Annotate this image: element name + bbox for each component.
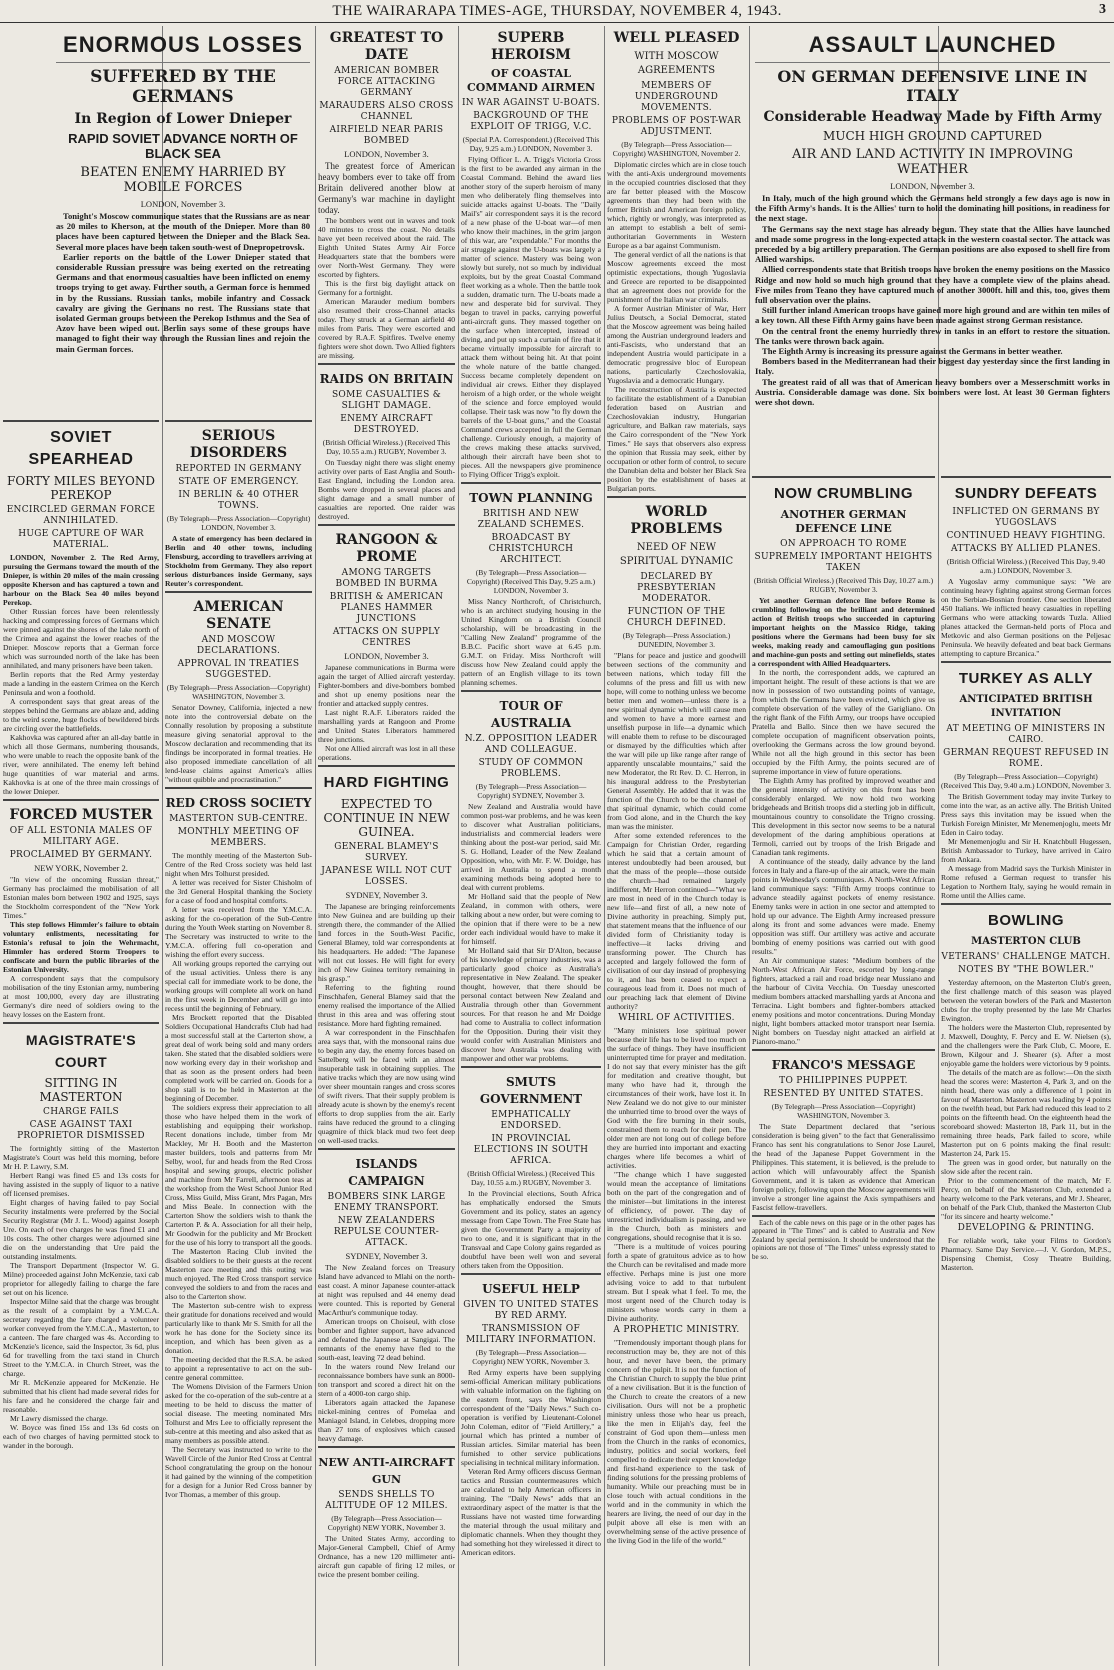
masthead <box>0 0 1114 23</box>
story-subhead: ANOTHER GERMAN DEFENCE LINE <box>780 508 907 535</box>
story-subhead: RESENTED BY UNITED STATES. <box>763 1089 924 1099</box>
story-subhead: TRANSMISSION OF MILITARY INFORMATION. <box>465 1324 597 1345</box>
story-title: SOVIET SPEARHEAD <box>28 429 134 468</box>
credit-line: (By Telegraph—Press Association—Copyright) WASHINGTON, November 2. <box>612 140 741 158</box>
story-subhead: EXPECTED TO CONTINUE IN NEW GUINEA. <box>323 797 450 839</box>
story-smuts-government <box>461 1066 601 1270</box>
paragraph: The Eighth Army has profited by improved weather and the general intensity of activity on this front has been considerably enlarged. We now hold two working bridgeheads and British troops did a sterling job in difficult, mountainous country to consolidate the Trigno crossing. This development in this sector now seems to be a natural development of the daring amphibious operations at Termoli, carried out by troops of the Irish Brigade and Canadian tank regiments. <box>752 776 935 857</box>
story-title: RANGOON & PROME <box>335 532 438 565</box>
story-subhead: CHARGE FAILS <box>43 1107 119 1117</box>
column-6 <box>749 476 938 1670</box>
paragraph: A continuance of the steady, daily advance by the land forces in Italy and a flare-up of the air attack, were the main points in Wednesday's communiques. A North-West African land communique says: "Fifth Army troops continue to advance steadily against pockets of enemy resistance. Enemy tanks were in action in one sector and attempted to hold up our advance. The Eighth Army increased pressure along its front and some advances were made. Enemy opposition was stiff. Our artillery was active and accurate bombing of enemy positions was carried out with good results." <box>752 857 935 956</box>
credit-line: (By Telegraph—Press Association—Copyright) SYDNEY, November 3. <box>475 782 587 800</box>
story-subhead: OF COASTAL COMMAND AIRMEN <box>466 67 596 94</box>
paragraph: Still further inland American troops have gained more high ground and are within ten miles of a key town. All these Fifth Army gains have been made against strong German resistance. <box>755 305 1110 326</box>
story-subhead: TO PHILIPPINES PUPPET. <box>779 1076 908 1086</box>
story-subhead: MARAUDERS ALSO CROSS CHANNEL <box>319 101 454 122</box>
story-world-problems <box>607 496 746 1545</box>
story-town-planning <box>461 482 601 687</box>
paragraph: The bombers went out in waves and took 40 minutes to cross the coast. No details have yet been received about the raid. The Eighth United States Army Air Force Headquarters state that the bombers were over North-West Germany. They were escorted by fighters. <box>318 216 455 279</box>
story-subhead: SUPREMELY IMPORTANT HEIGHTS TAKEN <box>754 552 933 573</box>
story-red-cross <box>165 787 312 1499</box>
dateline: LONDON, November 3. <box>344 149 429 159</box>
story-title: SERIOUS DISORDERS <box>189 428 288 461</box>
paragraph: The United States Army, according to Major-General Campbell, Chief of Army Ordnance, has a new 120 millimeter anti-aircraft gun capable of firing 12 miles, or twice the present bomber ceiling. <box>318 1534 455 1579</box>
story-title: NEW ANTI-AIRCRAFT GUN <box>318 1456 455 1486</box>
paragraph: A former Austrian Minister of War, Herr Julius Deutsch, a Social Democrat, stated that the Moscow agreement was being hailed among the Austrian underground leaders and anti-Fascists, who understand that an independent Austria would participate in a democratic progressive bloc of European nations, particularly Czechoslovakia, Yugoslavia and a democratic Hungary. <box>607 304 746 385</box>
paragraph: Diplomatic circles which are in close touch with the anti-Axis underground movements in the occupied countries disclosed that they are far better pleased with the Moscow agreements than they had been with the former British and American foreign policy, which, rightly or wrongly, was interpreted as an attempt to establish a belt of semi-authoritarian Governments in Western Europe as a bar against Communism. <box>607 160 746 250</box>
story-subhead: IN PROVINCIAL ELECTIONS IN SOUTH AFRICA. <box>473 1134 589 1166</box>
story-title: RAIDS ON BRITAIN <box>319 372 454 386</box>
paragraph: All working groups reported the carrying out of the usual activities. Unless there is any special call for immediate work to be done, the working groups will complete all work on hand in the first week in December and will go into recess until the beginning of February. <box>165 959 312 1013</box>
paragraph: After some extended references to the Campaign for Christian Order, regarding which he said that a certain amount of interest undoubtedly had been aroused, but that the mass of the people—those outside the church—had remained largely indifferent, Mr Herron continued—"What we are most in need of in the Church today is new life—and first of all, a new note of Divine authority in preaching. Simply put, that statement means that the influence of our divided form of Christianity today is ineffective—it lacks driving and transforming power. The Church has accepted and largely followed the form of civilisation of our day instead of prophesying to it, and has been ceased to expect a courageous lead from it. Does not much of our preaching lack that element of Divine authority? <box>607 831 746 1011</box>
story-subhead: NEW ZEALANDERS REPULSE COUNTER-ATTACK. <box>333 1216 440 1248</box>
section-subhead: WHIRL OF ACTIVITIES. <box>618 1013 735 1023</box>
dateline: NEW YORK, November 2. <box>34 863 128 873</box>
credit-line: (By Telegraph—Press Association—Copyright) (Received This Day, 9.40 a.m.) LONDON, November 3. <box>941 772 1111 790</box>
story-subhead: FORTY MILES BEYOND PEREKOP <box>7 474 155 502</box>
story-title: WORLD PROBLEMS <box>630 504 723 537</box>
story-title: USEFUL HELP <box>482 1282 580 1296</box>
story-subhead: GENERAL BLAMEY'S SURVEY. <box>334 842 439 863</box>
paragraph: The Eighth Army is increasing its pressure against the Germans in better weather. <box>762 346 1063 357</box>
column-4 <box>458 26 604 1670</box>
paragraph: The greatest raid of all was that of American heavy bombers over a Messerschmitt works in Austria. Considerable damage was done. Six bombers were lost. At least 30 German fighters were shot down. <box>755 376 1110 408</box>
story-subhead: AIRFIELD NEAR PARIS BOMBED <box>329 125 444 146</box>
paragraph: Allied correspondents state that British troops have broken the enemy positions on the Massico Ridge and now hold so much high ground that they have a complete view of the plains ahead. Five miles from Teano they have captured much of another 3000ft. hill and this, too, gives them full observation over the plains. <box>755 264 1110 306</box>
story-subhead: GERMAN REQUEST REFUSED IN ROME. <box>943 748 1109 769</box>
story-subhead: AMONG TARGETS BOMBED IN BURMA <box>335 568 438 589</box>
paragraph: The Secretary was instructed to write to the Wavell Circle of the Junior Red Cross at Central School congratulating the group on the honour it had gained by the winning of the competition for a design for a Junior Red Cross banner by Ivor Thomas, a member of this group. <box>165 1445 313 1499</box>
paragraph: "In view of the oncoming Russian threat," Germany has proclaimed the mobilisation of all Estonian males born between 1902 and 1925, says the Stockholm correspondent of the "New York Times." <box>3 875 159 920</box>
credit-line: (British Official Wireless.) (Received This Day, 10.55 a.m.) RUGBY, November 3. <box>467 1169 595 1187</box>
divider <box>56 62 310 63</box>
paragraph: Red Army experts have been supplying semi-official American military publications with valuable information on the fighting on the eastern front, says the Washington correspondent of the "Daily News." Such co-operation is verified by Lieutenant-Colonel John Coleman, editor of "Field Artillery," a journal which has printed a number of Russian articles. Similar material has been furnished to other service publications specialising in technical military information. <box>461 1368 601 1467</box>
story-title: SUPERB HEROISM <box>491 30 571 63</box>
story-subhead: APPROVAL IN TREATIES SUGGESTED. <box>177 659 300 680</box>
story-title: FRANCO'S MESSAGE <box>771 1058 916 1072</box>
paragraph: Mr Holland said that Sir D'Alton, because of his knowledge of primary industries, was a particularly good choice as Australia's representative in New Zealand. The speaker thought, however, that there should be personal contact between New Zealand and Australia through other than Government sources. For that reason he and Mr Doidge had come to Australia to collect information for the Opposition. During their visit they would confer with Australian Ministers and discover how Australia was dealing with manpower and other war problems. <box>461 946 601 1063</box>
paragraph: Not one Allied aircraft was lost in all these operations. <box>318 744 455 762</box>
dateline: LONDON, November 3. <box>344 651 429 661</box>
story-subhead: BACKGROUND OF THE EXPLOIT OF TRIGG, V.C. <box>470 111 592 132</box>
story-subhead: BRITISH AND NEW ZEALAND SCHEMES. <box>477 509 585 530</box>
paragraph: For reliable work, take your Films to Gordon's Pharmacy. Same Day Service.—J. V. Gordon, M.P.S., Dispensing Chemist, Cosy Theatre Building, Masterton. <box>941 1236 1111 1272</box>
credit-line: (By Telegraph—Press Association.) DUNEDIN, November 3. <box>622 631 731 649</box>
story-subhead: CONTINUED HEAVY FIGHTING. <box>946 531 1106 541</box>
credit-line: (By Telegraph—Press Association—Copyright) LONDON, November 3. <box>166 514 311 532</box>
paragraph: Yesterday afternoon, on the Masterton Club's green, the first challenge match of this season was played between the veteran bowlers of the Park and Masterton clubs for the trophy presented by the late Mr Charles Ewington. <box>941 978 1111 1023</box>
paragraph: "Tremendously important though plans for reconstruction may be, they are not of this hour, and never have been, the primary concern of the pulpit. It is not the function of the Christian Church to supply the blue print of a new civilisation. But it is the function of the Church to create the creators of a new civilisation. Ours will not be a prophetic ministry unless those who hear us preach, like the men in Elijah's day, feel the constraint of God upon them—unless men from the Church in the ranks of economics, industry, politics and social workers, feel compelled to dedicate their expert knowledge and first-hand experience to the task of finding solutions for the pressing problems of humanity. While our preaching must be in close touch with actual conditions in the world and in the community in which the hearers are living, the need of our day in the pulpit above all else is men with an overwhelming sense of the active presence of the living God in the life of the world." <box>607 1338 746 1545</box>
paragraph: Last night R.A.F. Liberators raided the marshalling yards at Rangoon and Prome and United States Liberators hammered three junctions. <box>318 708 455 744</box>
story-subhead: MONTHLY MEETING OF MEMBERS. <box>177 827 300 848</box>
story-title: TOWN PLANNING <box>469 491 593 505</box>
story-title: ISLANDS CAMPAIGN <box>348 1157 425 1188</box>
paragraph: The details of the match are as follow:—On the sixth head the scores were: Masterton 4, Park 3, and on the ninth head, there was only a difference of 1 point in favour of Masterton. Masterton was leading by 4 points on the twelfth head, but Park had reduced this lead to 2 points on the fifteenth head. On the eighteenth head the scoreboard showed: Masterton 18, Park 11, but in the remaining three heads, Park failed to score, while Masterton put on 6 points making the final result: Masterton 24, Park 15. <box>941 1068 1111 1158</box>
paragraph: Mr Menemenjoglu and Sir H. Knatchbull Hugessen, British Ambassador to Turkey, have arrived in Cairo from Ankara. <box>941 837 1111 864</box>
story-title: MAGISTRATE'S COURT <box>25 1032 137 1070</box>
paragraph: Mr R. McKenzie appeared for McKenzie. He submitted that his client had made several rides for his fare and he considered the charge fair and reasonable. <box>3 1378 159 1414</box>
credit-line: (By Telegraph—Press Association—Copyright) NEW YORK, November 3. <box>472 1348 590 1366</box>
story-rangoon-prome <box>318 524 455 762</box>
story-greatest-to-date <box>318 30 455 360</box>
subheadline: Considerable Headway Made by Fifth Army <box>763 109 1102 125</box>
story-subhead: JAPANESE WILL NOT CUT LOSSES. <box>321 866 452 887</box>
paragraph: A letter was received from the Y.M.C.A. asking for the co-operation of the Sub-Centre during the Youth Week starting on November 8. The Secretary was instructed to write to the Y.M.C.A. offering full co-operation and wishing the effort every success. <box>165 905 312 959</box>
story-islands-campaign <box>318 1148 455 1443</box>
paragraph: Senator Downey, California, injected a new note into the controversial debate on the Connally resolution by proposing a substitute measure giving senatorial approval to the Moscow declaration and recommending that its findings be incorporated in formal treaties. He also proposed immediate cancellation of all lend-lease claims against America's allies "without quibble and procrastination." <box>165 703 312 784</box>
story-subhead: SENDS SHELLS TO ALTITUDE OF 12 MILES. <box>325 1490 448 1511</box>
story-subhead: ENEMY AIRCRAFT DESTROYED. <box>340 414 433 435</box>
story-subhead: PROBLEMS OF POST-WAR ADJUSTMENT. <box>611 116 742 137</box>
paragraph: Berlin reports that the Red Army yesterday made a landing in the eastern Crimea on the Kerch Peninsula and won a foothold. <box>3 670 159 697</box>
headline: ASSAULT LAUNCHED <box>808 32 1057 57</box>
paragraph: A state of emergency has been declared in Berlin and 40 other towns, including Flensburg, according to travellers arriving at Stockholm from Germany. They also report serious disturbances inside Germany, says Reuter's correspondent. <box>165 534 312 588</box>
paragraph: A correspondent says that great areas of the steppes behind the Germans are ablaze and, adding to the weird scene, huge flocks of bewildered birds are circling over the battlefields. <box>3 697 159 733</box>
paragraph: This step follows Himmler's failure to obtain voluntary enlistments, necessitating for Estonia's refusal to join the Wehrmacht, Himmler has ordered Storm Troopers to confiscate and burn the public libraries of the Estonian University. <box>3 920 159 974</box>
paragraph: American troops on Choiseul, with close bomber and fighter support, have advanced and defeated the Japanese at Sangigai. The remnants of the enemy have fled to the south-east, leaving 72 dead behind. <box>318 1317 455 1362</box>
story-title: WELL PLEASED <box>613 30 740 46</box>
story-title: SUNDRY DEFEATS <box>954 485 1098 502</box>
story-subhead: STATE OF EMERGENCY. <box>178 477 299 487</box>
story-subhead: MASTERTON SUB-CENTRE. <box>169 814 308 824</box>
paragraph: Mr Lawry dismissed the charge. <box>10 1414 108 1423</box>
story-subhead: ANTICIPATED BRITISH INVITATION <box>959 694 1093 719</box>
credit-line: (British Official Wireless.) (Received This Day, 10.55 a.m.) RUGBY, November 3. <box>322 438 451 456</box>
paragraph: Inspector Milne said that the charge was brought as the result of a complaint by a Y.M.C.A. secretary regarding the fare charged a volunteer worker conveyed from the Y.M.C.A., Masterton, to a canteen. The fare charged was 4s. According to McKenzie's licence, said the Inspector, 3s 6d, plus 6d for travelling from the taxi stand in Church Street to the Y.M.C.A. in Church Street, was the charge. <box>3 1297 159 1378</box>
paragraph: In the waters round New Ireland our reconnaissance bombers have sunk an 8000-ton transport and scored a direct hit on the stern of a 4000-ton cargo ship. <box>318 1362 455 1398</box>
story-subhead: ENCIRCLED GERMAN FORCE ANNIHILATED. <box>6 505 156 526</box>
paragraph: "Many ministers lose spiritual power because their life has to be lived too much on the surface of things. They have insufficient uninterrupted time for prayer and meditation. I do not say that every minister has the gift for meditation and creative thought, but many who have had it, through the circumstances of their work, have lost it. In New Zealand we do not give to our minister the unhurried time to brood over the ways of God with the fire burning in their souls, constrained them to reach for their pen. The older men are not long out of college before they are hurried into important and exacting charges where life becomes a whirl of activities. <box>607 1026 746 1170</box>
story-subhead: STUDY OF COMMON PROBLEMS. <box>478 758 584 779</box>
paragraph: LONDON, November 2. The Red Army, pursuing the Germans toward the mouth of the Dnieper, is within 20 miles of the main crossing opposite Kherson and has captured a town and harbour on the Black Sea 40 miles beyond Perekop. <box>3 553 159 607</box>
paragraph: The Germans say the next stage has already begun. They state that the Allies have launched and made some progress in the long-expected attack in the western coastal sector. The attack was preceded by a big artillery preparation. The German positions are also exposed to shell fire from Allied warships. <box>755 223 1110 265</box>
story-useful-help <box>461 1273 601 1557</box>
paragraph: Herbert Rangi was fined £5 and 13s costs for having assisted in the supply of liquor to a native off licensed premises. <box>3 1171 159 1198</box>
story-subhead: IN BERLIN & 40 OTHER TOWNS. <box>178 490 299 511</box>
story-now-crumbling <box>752 476 935 1046</box>
paragraph: "Plans for peace and justice and goodwill between sections of the community and between nations, which today fill the columns of the press and fill us with new hope, will come to nothing unless we become better men and women—unless there is a new spiritual dynamic which will cause men and women to have a more earnest and unselfish purpose in life—a dynamic which will enable them to refuse to be discouraged or dismayed by the difficulties which after the war will pile up like range after range of apparently unscalable mountains," said the new Moderator, the Rt Rev. D. C. Herron, in his inaugural address to the Presbyterian General Assembly. He added that it was the function of the Church to be the channel of that spiritual dynamic, which could come from God alone, and in the Church the key man was the minister. <box>607 651 746 831</box>
story-turkey-as-ally <box>941 661 1111 900</box>
subheadline: BEATEN ENEMY HARRIED BY MOBILE FORCES <box>80 165 286 195</box>
credit-line: (British Official Wireless.) (Received This Day, 9.40 a.m.) LONDON, November 3. <box>946 557 1106 575</box>
dateline: SYDNEY, November 3. <box>345 890 428 900</box>
credit-line: (By Telegraph—Press Association—Copyright) WASHINGTON, November 3. <box>771 1102 916 1120</box>
paragraph: Bombers based in the Mediterranean had their biggest day yesterday since the first landing in Italy. <box>755 356 1110 377</box>
credit-line: (Special P.A. Correspondent.) (Received This Day, 9.25 a.m.) LONDON, November 3. <box>462 135 600 153</box>
paragraph: A message from Madrid says the Turkish Minister in Rome refused a German request to transfer his Legation to Northern Italy, saying he would remain in Rome until the Allies came. <box>941 864 1111 900</box>
story-subhead: SOME CASUALTIES & SLIGHT DAMAGE. <box>331 390 442 411</box>
paragraph: The British Government today may invite Turkey to come into the war, as an active ally. The British United Press says this invitation may be issued when the Turkish Foreign Minister, Mr Menemenjoglu, meets Mr Eden in Cairo today. <box>941 792 1111 837</box>
paragraph: W. Boyce was fined 15s and 13s 6d costs on each of two charges of having permitted stock to wander in the borough. <box>3 1423 159 1450</box>
story-subhead: EMPHATICALLY ENDORSED. <box>491 1110 571 1131</box>
paragraph: Kakhovka was captured after an all-day battle in which all those Germans, numbering thousands, who were unable to reach the opposite bank of the river, were annihilated. The enemy left behind huge quantities of war material and arms. Kakhovka is at one of the three main crossings of the lower Dnieper. <box>3 733 159 796</box>
column-1 <box>0 420 162 1670</box>
paragraph: In the north, the correspondent adds, we captured an important height. The result of these actions is that we are now in possession of two outstanding points of vantage, from which the Germans have been evicted, which give us complete observation of the valley of the Garigliano. On the right flank of the Fifth Army, our troops have occupied Pratella and Ballo. Since then we have secured the complete occupation of magnificent observation points, overlooking the Germans across the low ground beyond. While not all the high ground in this sector has been occupied by the Fifth Army, the points secured are of supreme importance in view of future operations. <box>752 668 935 776</box>
column-3 <box>315 26 458 1670</box>
column-2 <box>162 420 315 1670</box>
paragraph: The holders were the Masterton Club, represented by J. Maxwell, Doughty, F. Percy and E. W. Nielsen (s), and the challengers were the Park Club, C. Moore, E. Brown, Kilgour and J. Shearer (s). After a most enjoyable game the holders were victorious by 9 points. <box>941 1023 1111 1068</box>
paragraph: The New Zealand forces on Treasury Island have advanced to Mlahi on the north-east coast. A minor Japanese counter-attack at night was repulsed and 44 enemy dead were counted. This is reported by General MacArthur's communique today. <box>318 1263 455 1317</box>
story-bowling <box>941 903 1111 1272</box>
story-subhead: DECLARED BY PRESBYTERIAN MODERATOR. <box>637 572 716 604</box>
paragraph: Tonight's Moscow communique states that the Russians are as near as 20 miles to Kherson, at the mouth of the Dnieper. More than 80 places have been captured between the Dnieper and the Black Sea. Several more places have been taken south-west of Dnepropetrovsk. <box>56 211 310 252</box>
masthead-title: THE WAIRARAPA TIMES-AGE, THURSDAY, NOVEMBER 4, 1943. <box>332 3 782 19</box>
page-number: 3 <box>1099 2 1106 17</box>
story-subhead: HUGE CAPTURE OF WAR MATERIAL. <box>18 529 144 550</box>
story-subhead: FUNCTION OF THE CHURCH DEFINED. <box>627 607 726 628</box>
story-title: AMERICAN SENATE <box>193 599 284 632</box>
paragraph: Veteran Red Army officers discuss German tactics and Russian countermeasures which are calculated to help American officers in training. The "Daily News" adds that an extraordinary aspect of the matter is that the Russians have not wasted time forwarding the material through the usual military and diplomatic channels. When they thought they had something hot they wirelessed it direct to American editors. <box>461 1467 601 1557</box>
headline: ENORMOUS LOSSES <box>63 32 303 57</box>
story-magistrates-court <box>3 1022 159 1450</box>
paragraph: Mrs Brockett reported that the Disabled Soldiers Occupational Handcrafts Club had had a most successful stall at the Carterton show, a great deal of work being sold and many orders taken. She stated that the disabled soldiers were now working every day in their workshop and that as soon as the present orders had been completed work will be carried on. Goods for a shop stall is to be held in Masterton at the beginning of December. <box>165 1013 312 1103</box>
story-subhead: VETERANS' CHALLENGE MATCH. <box>941 952 1111 962</box>
paragraph: The Masterton Racing Club invited the disabled soldiers to be their guests at the recent Masterton race meeting and this outing was much enjoyed. The Red Cross transport service conveyed the soldiers to and from the races and also to the Carterton show. <box>165 1247 312 1301</box>
story-soviet-spearhead <box>3 420 159 796</box>
story-subhead: MEMBERS OF UNDERGROUND MOVEMENTS. <box>634 81 719 113</box>
cable-note <box>752 1215 935 1261</box>
credit-line: (By Telegraph—Press Association—Copyright) (Received This Day, 9.25 a.m.) LONDON, November 3. <box>466 568 596 595</box>
dateline: LONDON, November 3. <box>890 181 975 191</box>
paragraph: A letter was received for Sister Chisholm of the 3rd General Hospital thanking the Society for a case of food and hospital comforts. <box>165 878 312 905</box>
paragraph: The greatest force of American heavy bombers ever to take off from Britain delivered another blow at Germany's war machine in daylight today. <box>318 161 455 215</box>
section-subhead: A PROPHETIC MINISTRY. <box>613 1325 740 1335</box>
story-subhead: PROCLAIMED BY GERMANY. <box>9 850 153 860</box>
story-subhead: OF ALL ESTONIA MALES OF MILITARY AGE. <box>9 826 153 847</box>
story-title: GREATEST TO DATE <box>329 30 444 63</box>
paragraph: This is the first big daylight attack on Germany for a fortnight. <box>318 279 455 297</box>
paragraph: "The change which I have suggested would mean the acceptance of limitations both on the part of the congregation and of the minister—but limitations in the interest of efficiency, of power. The day of unrestricted individualism is passing, and we in the Church, both as ministers and congregations, should recognise that it is so. <box>607 1170 746 1242</box>
paragraph: Mr Holland said that the people of New Zealand, in common with others, were talking about a new order, but were coming to the opinion that if there were to be a new order each individual would have to make it for himself. <box>461 892 601 946</box>
note-text: Each of the cable news on this page or in the other pages has appeared in "The Times" and is cabled to Australia and New Zealand by special permission. It should be understood that the opinions are not those of "The Times" unless expressly stated to be so. <box>752 1219 935 1261</box>
story-forced-muster <box>3 799 159 1019</box>
paragraph: "There is a multitude of voices pouring forth a spate of gratuitous advice as to how the Church can be revitalised and made more effective. Perhaps mine is just one more advising voice to add to that turbulent stream. But I speak what I feel. To me, the most urgent need of the Church today is ministers whose words carry in them a Divine authority. <box>607 1242 746 1323</box>
paragraph: The Masterton sub-centre wish to express their gratitude for donations received and would particularly like to thank Mr S. Smith for all the work he has done for the Society since its inception, and which has been given as a donation. <box>165 1301 312 1355</box>
divider <box>755 62 1110 63</box>
paragraph: The Transport Department (Inspector W. G. Milne) proceeded against John McKenzie, taxi cab proprietor for allegedly failing to charge the fare set out on his licence. <box>3 1261 159 1297</box>
story-subhead: N.Z. OPPOSITION LEADER AND COLLEAGUE. <box>464 734 598 755</box>
story-subhead: BROADCAST BY CHRISTCHURCH ARCHITECT. <box>488 533 574 565</box>
story-subhead: NEED OF NEW SPIRITUAL DYNAMIC <box>619 542 734 567</box>
story-tour-of-australia <box>461 690 601 1063</box>
credit-line: (By Telegraph—Press Association—Copyright) WASHINGTON, November 3. <box>166 683 311 701</box>
paragraph: American Marauder medium bombers also resumed their cross-Channel attacks today. They struck at a German airfield 40 miles from Paris. They were escorted and covered by R.A.F. Spitfires. Twelve enemy fighters were shot down. Two Allied fighters are missing. <box>318 297 455 360</box>
story-subhead: NOTES BY "THE BOWLER." <box>958 965 1094 975</box>
lead-story-assault-launched <box>751 26 1114 476</box>
subheadline: ON GERMAN DEFENSIVE LINE IN ITALY <box>777 67 1088 105</box>
story-sundry-defeats <box>941 476 1111 658</box>
paragraph: Miss Nancy Northcroft, of Christchurch, who is an architect studying housing in the United Kingdom on a British Council scholarship, will be broadcasting in the "Calling New Zealand" programme of the B.B.C. Pacific short wave at 6.45 p.m. G.M.T. on Friday. Miss Northcroft will discuss how New Zealand could apply the pattern of an English village to its town planning schemes. <box>461 597 601 687</box>
paragraph: The Womens Division of the Farmers Union asked for the co-operation of the sub-centre at a meeting to be held to discuss the matter of social disease. The meeting nominated Mrs Tolhurst and Mrs Lee to officially represent the sub-centre at this meeting and also asked that as many members as possible attend. <box>165 1382 312 1445</box>
story-anti-aircraft-gun <box>318 1446 455 1579</box>
credit-line: (British Official Wireless.) (Received This Day, 10.27 a.m.) RUGBY, November 3. <box>753 576 934 594</box>
paragraph: An Air communique states: "Medium bombers of the North-West African Air Force, escorted by long-range fighters, attacked a rail and road bridge near Mussiano and the harbour of Civita Vecchia. On Tuesday unescorted medium bombers attacked marshalling yards at Ancona and Terracina. Light bombers and fighter-bombers attacked enemy positions and motor concentrations. During Monday night, light bombers attacked motor transport near Isernia. Night bombers on Tuesday night attacked an airfield at Pianoro-mano." <box>752 956 935 1046</box>
paragraph: On the central front the enemy hurriedly threw in tanks in an effort to restore the situation. The tanks were thrown back again. <box>755 325 1110 346</box>
subheadline: In Region of Lower Dnieper <box>74 111 292 127</box>
story-subhead: REPORTED IN GERMANY <box>175 464 302 474</box>
story-francos-message <box>752 1049 935 1212</box>
paragraph: Other Russian forces have been relentlessly hacking and compressing forces of Germans which were pinned against the shores of the lake north of the Crimea and against the lower reaches of the Dnieper. Moscow reports that a German force which was surrounded north of the lake has been annihilated, and many prisoners have been taken. <box>3 607 159 670</box>
paragraph: Liberators again attacked the Japanese nickel-mining centres of Pomelaa and Maniagol Island, in Celebes, dropping more than 27 tons of explosives which caused heavy damage. <box>318 1398 455 1443</box>
dateline: SYDNEY, November 3. <box>345 1251 428 1261</box>
story-subhead: IN WAR AGAINST U-BOATS. <box>461 98 601 108</box>
paragraph: In Italy, much of the high ground which the Germans held strongly a few days ago is now in the Fifth Army's hands. It is the Allies' turn to hold the dominating hill positions, in readiness for the next stage. <box>755 193 1110 224</box>
paragraph: Flying Officer L. A. Trigg's Victoria Cross is the first to be awarded any airman in the Coastal Command. Behind the award lies another story of the superb heroism of many men who deliberately fling themselves into suicide attacks against U-boats. The "Daily Mail's" air correspondent says it is the record of a new phase of the U-boat war—of men who know their machines, in the grim jargon of this war, are "expendable." For months the air struggle against the U-boats was largely a matter of science. Mastery was being won slowly but surely, not so much by individual exploits, but by the great Coastal Command fleet working as a whole. Then the battle took a sudden, dramatic turn. The U-boats made a new and desperate bid for survival. They began to travel in packs, carrying powerful anti-aircraft guns. They massed together on the surface when intercepted, instead of diving, and put up such a curtain of fire that it became virtually impossible for aircraft to attack them without being hit. At that point the whole nature of the battle changed. Success became completely dependent on individual air crews. Either they displayed heroism of a high order, or the whole weight of the science and force employed would collapse. Their task was now "to fly down the barrels of the U-boat guns," and the Coastal Command crews accepted in full the German challenge. Curiously enough, a majority of the crews making these attacks survived, although their aircraft have been shot to pieces. All the newspapers give prominence to Flying Officer Trigg's exploit. <box>461 155 601 479</box>
paragraph: In the Provincial elections, South Africa has emphatically endorsed the Smuts Government and its policy, states an agency message from Cape Town. The Free State has given the Government Party a majority of two to one, and it is significant that in the Transvaal and Cape Colony gains regarded as doubtful have been well won and several others taken from the Opposition. <box>461 1189 601 1270</box>
story-title: RED CROSS SOCIETY <box>165 796 312 810</box>
paragraph: Earlier reports on the battle of the Lower Dnieper stated that considerable Russian pressure was being exerted on the retreating Germans and that enormous casualties have been inflicted on enemy troops trying to get away. Further south, a German force is hemmed in by the Russians. Russian tanks, mobile infantry and Cossack cavalry are giving the Germans no rest. The Russians state that isolated German groups between the Perekop Isthmus and the Sea of Azov have been wiped out. Berlin says some of these groups have managed to fight their way through the Russian lines and rejoin the main German forces. <box>56 251 310 354</box>
story-title: BOWLING <box>988 912 1064 929</box>
story-serious-disorders <box>165 420 312 588</box>
paragraph: Prior to the commencement of the match, Mr F. Percy, on behalf of the Masterton Club, extended a hearty welcome to the Park veterans, and Mr J. Shearer, on behalf of the Park Club, thanked the Masterton Club "for its sincere and hearty welcome." <box>941 1176 1111 1221</box>
story-subhead: CASE AGAINST TAXI PROPRIETOR DISMISSED <box>17 1120 145 1141</box>
paragraph: A correspondent says that the compulsory mobilisation of the tiny Estonian army, numbering at most 100,000, every day are illustrating Germany's dire need of soldiers owing to the heavy losses on the Eastern front. <box>3 974 159 1019</box>
paragraph: The fortnightly sitting of the Masterton Magistrate's Court was held this morning, before Mr H. P. Lawry, S.M. <box>3 1144 159 1171</box>
story-subhead: ON APPROACH TO ROME <box>780 539 907 549</box>
column-7 <box>938 476 1114 1670</box>
paragraph: On Tuesday night there was slight enemy activity over parts of East Anglia and South-East England, including the London area. Bombs were dropped in several places and slight damage and a small number of casualties are reported. One raider was destroyed. <box>318 458 455 521</box>
dateline: LONDON, November 3. <box>140 199 226 209</box>
story-american-senate <box>165 591 312 784</box>
paragraph: Referring to the fighting round Finschhafen, General Blamey said that the enemy realised the importance of the Allied thrust in this area and was offering stout resistance. More hard fighting remained. <box>318 983 455 1028</box>
story-title: HARD FIGHTING <box>323 774 450 791</box>
paragraph: Japanese communications in Burma were again the target of Allied aircraft yesterday. Fighter-bombers and dive-bombers bombed and shot up enemy positions near the frontier and attacked supply centres. <box>318 663 455 708</box>
paragraph: The green was in good order, but naturally on the slow side after the recent rain. <box>941 1158 1111 1176</box>
story-subhead: MASTERTON CLUB <box>971 936 1081 947</box>
story-hard-fighting <box>318 765 455 1145</box>
story-title: FORCED MUSTER <box>9 807 153 823</box>
story-well-pleased <box>607 30 746 493</box>
paragraph: Eight charges of having failed to pay Social Security instalments were preferred by the Social Security Registrar (Mr J. L. Wood) against Joseph Ure. On each of two charges he was fined £1 and 10s costs. The other charges were adjourned sine die on the understanding that Ure paid the outstanding instalments. <box>3 1198 159 1261</box>
subheadline: AIR AND LAND ACTIVITY IN IMPROVING WEATHER <box>791 147 1074 177</box>
credit-line: (By Telegraph—Press Association—Copyright) NEW YORK, November 3. <box>327 1514 446 1532</box>
paragraph: The monthly meeting of the Masterton Sub-Centre of the Red Cross society was held last night when Mrs Tolhurst presided. <box>165 851 312 878</box>
paragraph: The State Department declared that "serious consideration is being given" to the fact that Generalissimo Franco has sent his congratulations to Senor Jose Laurel, the head of the Japanese Puppet Government in the Philippines. This statement, it is believed, is the prelude to action which will unfavourably affect the Spanish Government, and it is taken as evidence that American foreign policy, following upon the Moscow agreements will involve a stronger line against the Axis sympathisers and Fascist fellow-travellers. <box>752 1122 935 1212</box>
story-subhead: AMERICAN BOMBER FORCE ATTACKING GERMANY <box>334 66 439 98</box>
paragraph: The Japanese are bringing reinforcements into New Guinea and are building up their strength there, the commander of the Allied land forces in the South-West Pacific, General Blamey, told war correspondents at his headquarters. He added: "The Japanese will not cut losses. He will fight for every inch of New Guinea territory remaining in his grasp." <box>318 902 455 983</box>
paragraph: The meeting decided that the R.S.A. be asked to appoint a representative to act on the sub-centre general committee. <box>165 1355 312 1382</box>
story-title: SMUTS GOVERNMENT <box>479 1075 583 1106</box>
story-title: TURKEY AS ALLY <box>958 670 1094 687</box>
lead-story-enormous-losses <box>52 26 314 426</box>
story-subhead: BOMBERS SINK LARGE ENEMY TRANSPORT. <box>327 1192 446 1213</box>
paragraph: The general verdict of all the nations is that Moscow agreements exceed the most optimistic expectations, though Yugoslavia and Greece are reported to be disappointed that an agreement does not provide for the punishment of the Italian war criminals. <box>607 250 747 304</box>
story-subhead: WITH MOSCOW AGREEMENTS <box>634 51 719 76</box>
story-subhead: AND MOSCOW DECLARATIONS. <box>196 635 281 656</box>
paragraph: The reconstruction of Austria is expected to facilitate the establishment of a Danubian federation based on Austrian and Czechoslovakian industry, Hungarian agriculture, and Balkan raw materials, says the Cairo correspondent of the "New York Times." He says that observers also express the opinion that Russia may seek, either by occupation or other form of control, to secure the Danubian delta and bolster her Black Sea position by the establishment of bases at Bulgarian ports. <box>607 385 746 493</box>
paragraph: New Zealand and Australia would have common post-war problems, and he was keen to discover what Australian politicians, industrialists and commercial leaders were thinking about the post-war period, said Mr. S. G. Holland, Leader of the New Zealand Opposition, who, with Mr. F. W. Doidge, has arrived in Australia to spend a month examining methods being adopted here to deal with current problems. <box>461 802 601 892</box>
story-title: NOW CRUMBLING <box>774 485 913 502</box>
story-raids-on-britain <box>318 363 455 521</box>
story-title: TOUR OF AUSTRALIA <box>490 699 571 730</box>
subheadline: RAPID SOVIET ADVANCE NORTH OF BLACK SEA <box>68 131 298 161</box>
paragraph: The soldiers express their appreciation to all those who have helped them in the work of establishing and equipping their workshop. Recent donations include, timber from Mr Mackley, Mr H. Booth and the Masterton master builders, tools and patterns from Mr Selby, wool, fur and heads from the Red Cross hospital and sewing groups, electric polisher and machine from Mr Farrell, afternoon teas at the workshop from the West School Junior Red Cross, Miss Guild, Miss Grant, Mrs Pagan, Mrs and Miss Beale. In connection with the Carterton Show the soldiers wish to thank the Carterton P. & A. Association for all their help, Mr Goodwin for the publicity and Mr Brockett for the use of his lorry to transport all the goods. <box>165 1103 312 1247</box>
story-subhead: ATTACKS ON SUPPLY CENTRES <box>332 627 441 648</box>
paragraph: A war correspondent in the Finschhafen area says that, with the monsoonal rains due to begin any day, the enemy forces based on Sattelberg will be faced with an almost insuperable task in obtaining supplies. The native tracks which they are now using wind over sheer mountain ranges and cross scores of swift rivers. That their supply problem is already acute is shown by the enemy's recent efforts to drop supplies from the air. Early rains have reduced the ground to a clinging quagmire of thick black mud two feet deep on well-used tracks. <box>318 1028 455 1145</box>
section-subhead: DEVELOPING & PRINTING. <box>957 1223 1095 1233</box>
story-subhead: ATTACKS BY ALLIED PLANES. <box>951 544 1101 554</box>
story-subhead: AT MEETING OF MINISTERS IN CAIRO. <box>946 724 1106 745</box>
column-5 <box>604 26 749 1670</box>
story-subhead: SITTING IN MASTERTON <box>39 1076 123 1104</box>
story-subhead: GIVEN TO UNITED STATES BY RED ARMY. <box>463 1300 599 1321</box>
story-subhead: BRITISH & AMERICAN PLANES HAMMER JUNCTIONS <box>329 592 444 624</box>
paragraph: A Yugoslav army communique says: "We are continuing heavy fighting against strong German forces on the Serbian-Bosnian frontier. One section liberated 450 Italians. We inflicted heavy casualties in repelling Germans who were attacking towards Tuzla. Allied planes attacked the German-held ports of Ploca and Metkovic and also German positions on the Peljesac Peninsula. We heavily defeated and beat back Germans attempting to capture Brcanica." <box>941 577 1111 658</box>
story-superb-heroism <box>461 30 601 479</box>
paragraph: Yet another German defence line before Rome is crumbling following on the brilliant and determined action of British troops who succeeded in capturing important heights on the Massico Ridge, taking positions where the Germans had been busy for six weeks, making ready and camouflaging gun positions and machine-gun posts and setting out minefields, states a correspondent with Allied Headquarters. <box>752 596 935 668</box>
story-subhead: INFLICTED ON GERMANS BY YUGOSLAVS <box>952 507 1100 528</box>
subheadline: SUFFERED BY THE GERMANS <box>90 67 276 107</box>
subheadline: MUCH HIGH GROUND CAPTURED <box>823 129 1042 143</box>
